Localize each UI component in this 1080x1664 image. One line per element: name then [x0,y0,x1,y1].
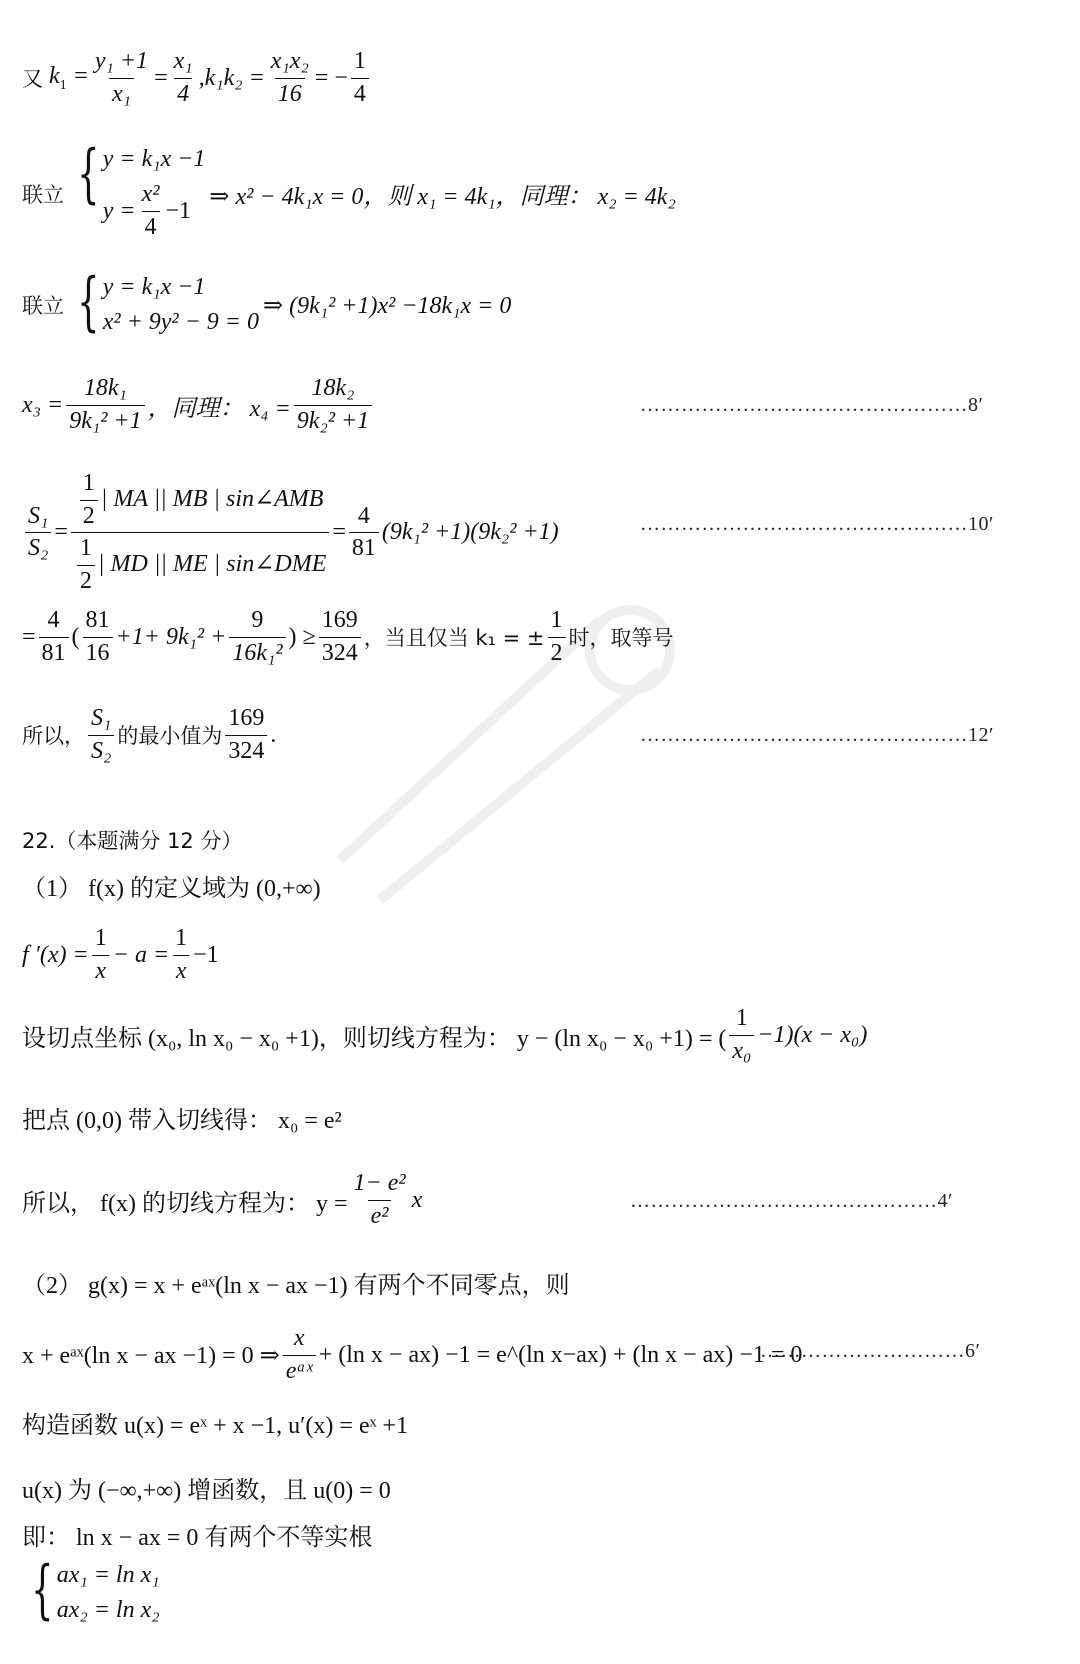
system-row: ax₂ = ln x₂ [56,1597,160,1623]
fraction: $\frac{1}{2}$ [548,607,566,667]
question-heading: 22.（本题满分 12 分） [22,829,243,853]
fraction: $\frac{1}{x}$ [92,925,110,985]
system-row: ax₁ = ln x₁ [56,1562,160,1588]
fraction: $\frac{\text{18k₁}}{\text{9k₁² +1}}$ [66,375,144,435]
fraction: $\frac{\text{x²}}{4}$ [141,181,160,240]
equation-system: { ax₁ = ln x₁ ax₂ = ln x₂ [31,1553,160,1627]
fraction: $\frac{81}{16}$ [83,607,113,667]
score-mark: ………………………………………4′ [630,1190,953,1212]
equation-system: { y = k₁x −1 x² + 9y² − 9 = 0 [77,265,259,339]
line-minimum-value: 所以， $\frac{\text{S₁}}{\text{S₂}}$ 的最小值为 $\frac{169}{324}$ . [22,705,277,764]
line-tangent-equation: 所以， f(x) 的切线方程为： y = $\frac{\text{1− e²}}{\text{e²}}$ x [22,1170,423,1229]
fraction: $\frac{169}{324}$ [225,705,267,765]
score-mark: …………………………………………8′ [640,394,984,416]
line-system-ellipse [22,265,512,340]
fraction: $\frac{\text{x₁}}{4}$ [173,48,193,107]
system-row: x² + 9y² − 9 = 0 [102,309,259,335]
fraction: $\frac{1}{x}$ [172,925,190,985]
fraction: $\frac{1}{\text{x₀}}$ [729,1005,754,1065]
line-tangent-point: 设切点坐标 (x₀, ln x₀ − x₀ +1)，则切线方程为： y − (ln x₀ − x₀ +1) = ( $\frac{1}{\text{x₀}}$ −1)(x − x₀) [22,1005,868,1064]
derivation-text: ⇒ x² − 4k₁x = 0，则 x₁ = 4k₁，同理： x₂ = 4k₂ [209,184,676,211]
fraction: $\frac{1}{4}$ [351,48,369,108]
text-prefix: 联立 [22,182,64,207]
fraction-compound: $\frac{1}{2}$ | MA || MB | sin∠AMB $\frac{1}{2}$ | MD || ME | sin∠DME [71,470,329,595]
line-increasing: u(x) 为 (−∞,+∞) 增函数，且 u(0) = 0 [22,1478,391,1504]
line-substitute-origin: 把点 (0,0) 带入切线得： x₀ = e² [22,1108,342,1134]
line-domain: （1） f(x) 的定义域为 (0,+∞) [22,876,321,902]
derivation-text: ⇒ (9k₁² +1)x² −18k₁x = 0 [263,292,512,319]
system-row: y = k₁x −1 [102,146,206,172]
line-construct-function: 构造函数 u(x) = eˣ + x −1, u′(x) = eˣ +1 [22,1413,409,1439]
fraction: $\frac{\text{1− e²}}{\text{e²}}$ [353,1170,406,1229]
line-inequality: = $\frac{4}{81}$ ( $\frac{81}{16}$ +1+ 9k₁² + $\frac{9}{\text{16k₁²}}$ ) ≥ $\frac{169}{324}$ ，当且仅当 k₁ = ± $\frac{1}{2}$ 时，取等号 [22,607,674,666]
line-derivative: f ′(x) = $\frac{1}{x}$ − a = $\frac{1}{x}$ −1 [22,925,219,984]
fraction: $\frac{\text{y₁ +1}}{\text{x₁}}$ [94,48,149,107]
system-row: y = $\frac{\text{x²}}{4}$ −1 [102,181,191,240]
fraction: $\frac{4}{81}$ [39,607,69,667]
fraction: $\frac{\text{x₁x₂}}{16}$ [270,48,309,107]
fraction: $\frac{x}{\text{eᵃˣ}}$ [283,1325,316,1385]
fraction: $\frac{\text{S₁}}{\text{S₂}}$ [88,705,114,765]
equation-system: { y = k₁x −1 y = $\frac{\text{x²}}{4}$ −1 [68,142,205,245]
line-system-parabola [22,137,676,245]
fraction: $\frac{169}{324}$ [319,607,361,667]
score-mark: …………………………6′ [760,1340,981,1362]
score-mark: …………………………………………10′ [640,513,994,535]
line-two-roots: 即： ln x − ax = 0 有两个不等实根 [22,1525,373,1551]
line-k1-slope: 又 $k_1$ = $\frac{\text{y₁ +1}}{\text{x₁}}$ = $\frac{\text{x₁}}{4}$ ,k₁k₂ = $\frac{\text{x₁x₂}}{16}$ = − $\frac{1}{4}$ [22,48,372,108]
fraction: $\frac{9}{\text{16k₁²}}$ [229,607,285,667]
line-zero-transform: x + eᵃˣ(ln x − ax −1) = 0 ⇒ $\frac{x}{\text{eᵃˣ}}$ + (ln x − ax) −1 = e^(ln x−ax) + (ln x − ax) −1 = 0 [22,1325,803,1384]
fraction: $\frac{\text{S₁}}{\text{S₂}}$ [25,503,51,563]
fraction: $\frac{4}{81}$ [349,503,379,563]
line-x3-x4: x₃ = $\frac{\text{18k₁}}{\text{9k₁² +1}}$ ，同理： x₄ = $\frac{\text{18k₂}}{\text{9k₂² +1}}$ [22,375,375,435]
system-row: y = k₁x −1 [102,274,206,300]
text-prefix: 又 [22,67,43,92]
score-mark: …………………………………………12′ [640,724,994,746]
line-part-two: （2） g(x) = x + eᵃˣ(ln x − ax −1) 有两个不同零点，则 [22,1273,570,1299]
fraction: $\frac{\text{18k₂}}{\text{9k₂² +1}}$ [294,375,372,435]
text-prefix: 联立 [22,294,64,318]
line-root-system [22,1553,164,1628]
line-area-ratio: $\frac{\text{S₁}}{\text{S₂}}$ = $\frac{1}{2}$ | MA || MB | sin∠AMB $\frac{1}{2}$ | MD || ME | sin∠DME = $\frac{4}{81}$ (9k₁² +1)(9k₂² +1) [22,470,559,595]
